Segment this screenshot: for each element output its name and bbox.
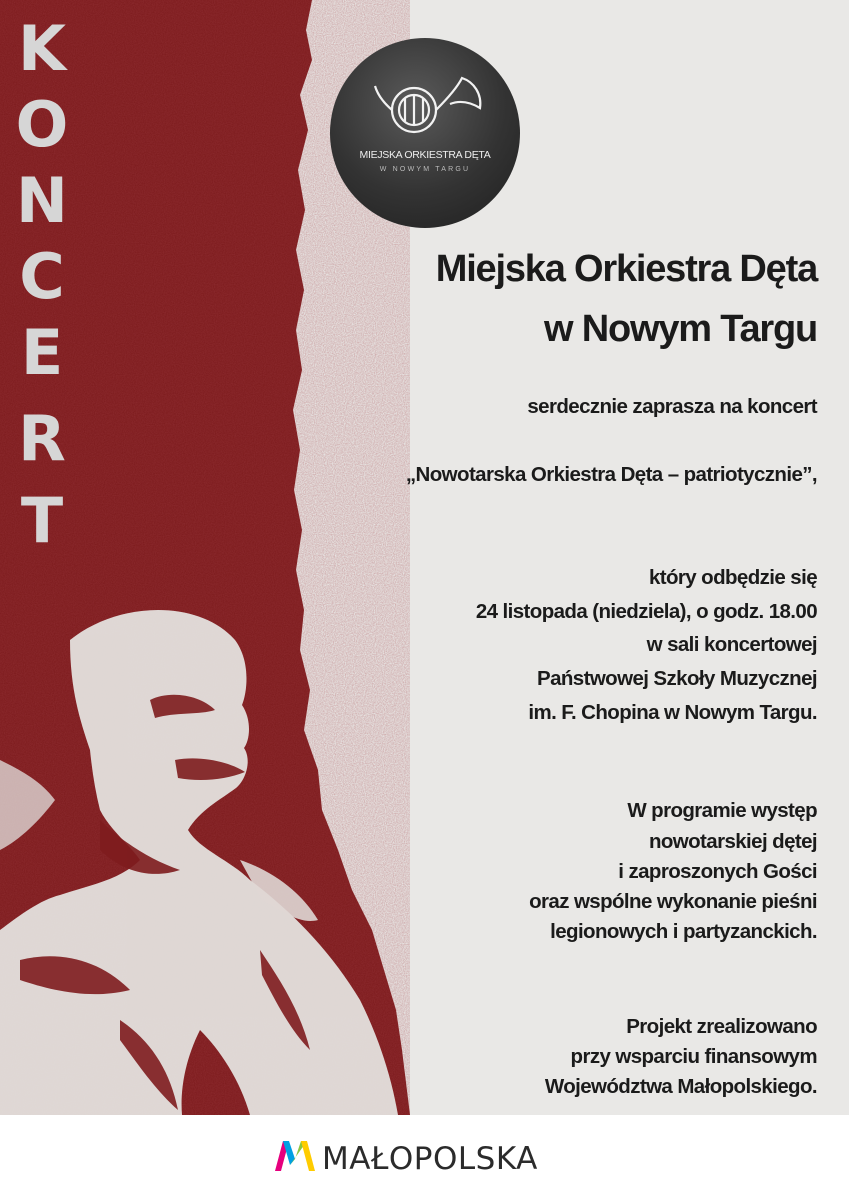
koncert-letter-7: T — [20, 484, 64, 557]
details-line-3: w sali koncertowej — [646, 633, 817, 656]
koncert-letter-3: N — [16, 164, 68, 237]
heading-line-1: Miejska Orkiestra Dęta — [435, 248, 817, 290]
koncert-letter-6: R — [18, 402, 66, 475]
malopolska-brand: MAŁOPOLSKA — [322, 1141, 538, 1177]
program-line-2: nowotarskiej dętej — [648, 830, 817, 853]
program-line-4: oraz wspólne wykonanie pieśni — [529, 890, 817, 913]
details-line-2: 24 listopada (niedziela), o godz. 18.00 — [475, 600, 817, 623]
heading-line-2: w Nowym Targu — [544, 308, 817, 350]
sponsor-line-2: przy wsparciu finansowym — [570, 1045, 817, 1068]
sponsor-line-3: Województwa Małopolskiego. — [544, 1075, 817, 1098]
details-line-4: Państwowej Szkoły Muzycznej — [537, 667, 817, 690]
program-line-3: i zaproszonych Gości — [618, 860, 817, 883]
malopolska-logo-icon — [273, 1135, 317, 1175]
koncert-letter-2: O — [15, 88, 69, 161]
orchestra-logo — [330, 38, 520, 228]
koncert-letter-5: E — [20, 316, 64, 389]
koncert-letter-1: K — [17, 12, 67, 85]
program-line-5: legionowych i partyzanckich. — [550, 920, 817, 943]
concert-name: „Nowotarska Orkiestra Dęta – patriotycznie”, — [405, 463, 817, 486]
logo-subtitle: W NOWYM TARGU — [379, 166, 471, 173]
program-line-1: W programie występ — [627, 799, 817, 822]
invitation-text: serdecznie zaprasza na koncert — [527, 395, 817, 418]
details-line-5: im. F. Chopina w Nowym Targu. — [528, 701, 817, 724]
koncert-letter-4: C — [19, 240, 65, 313]
details-line-1: który odbędzie się — [648, 566, 817, 589]
sponsor-line-1: Projekt zrealizowano — [626, 1015, 817, 1038]
logo-name: MIEJSKA ORKIESTRA DĘTA — [359, 149, 491, 161]
french-horn-icon — [330, 38, 520, 228]
